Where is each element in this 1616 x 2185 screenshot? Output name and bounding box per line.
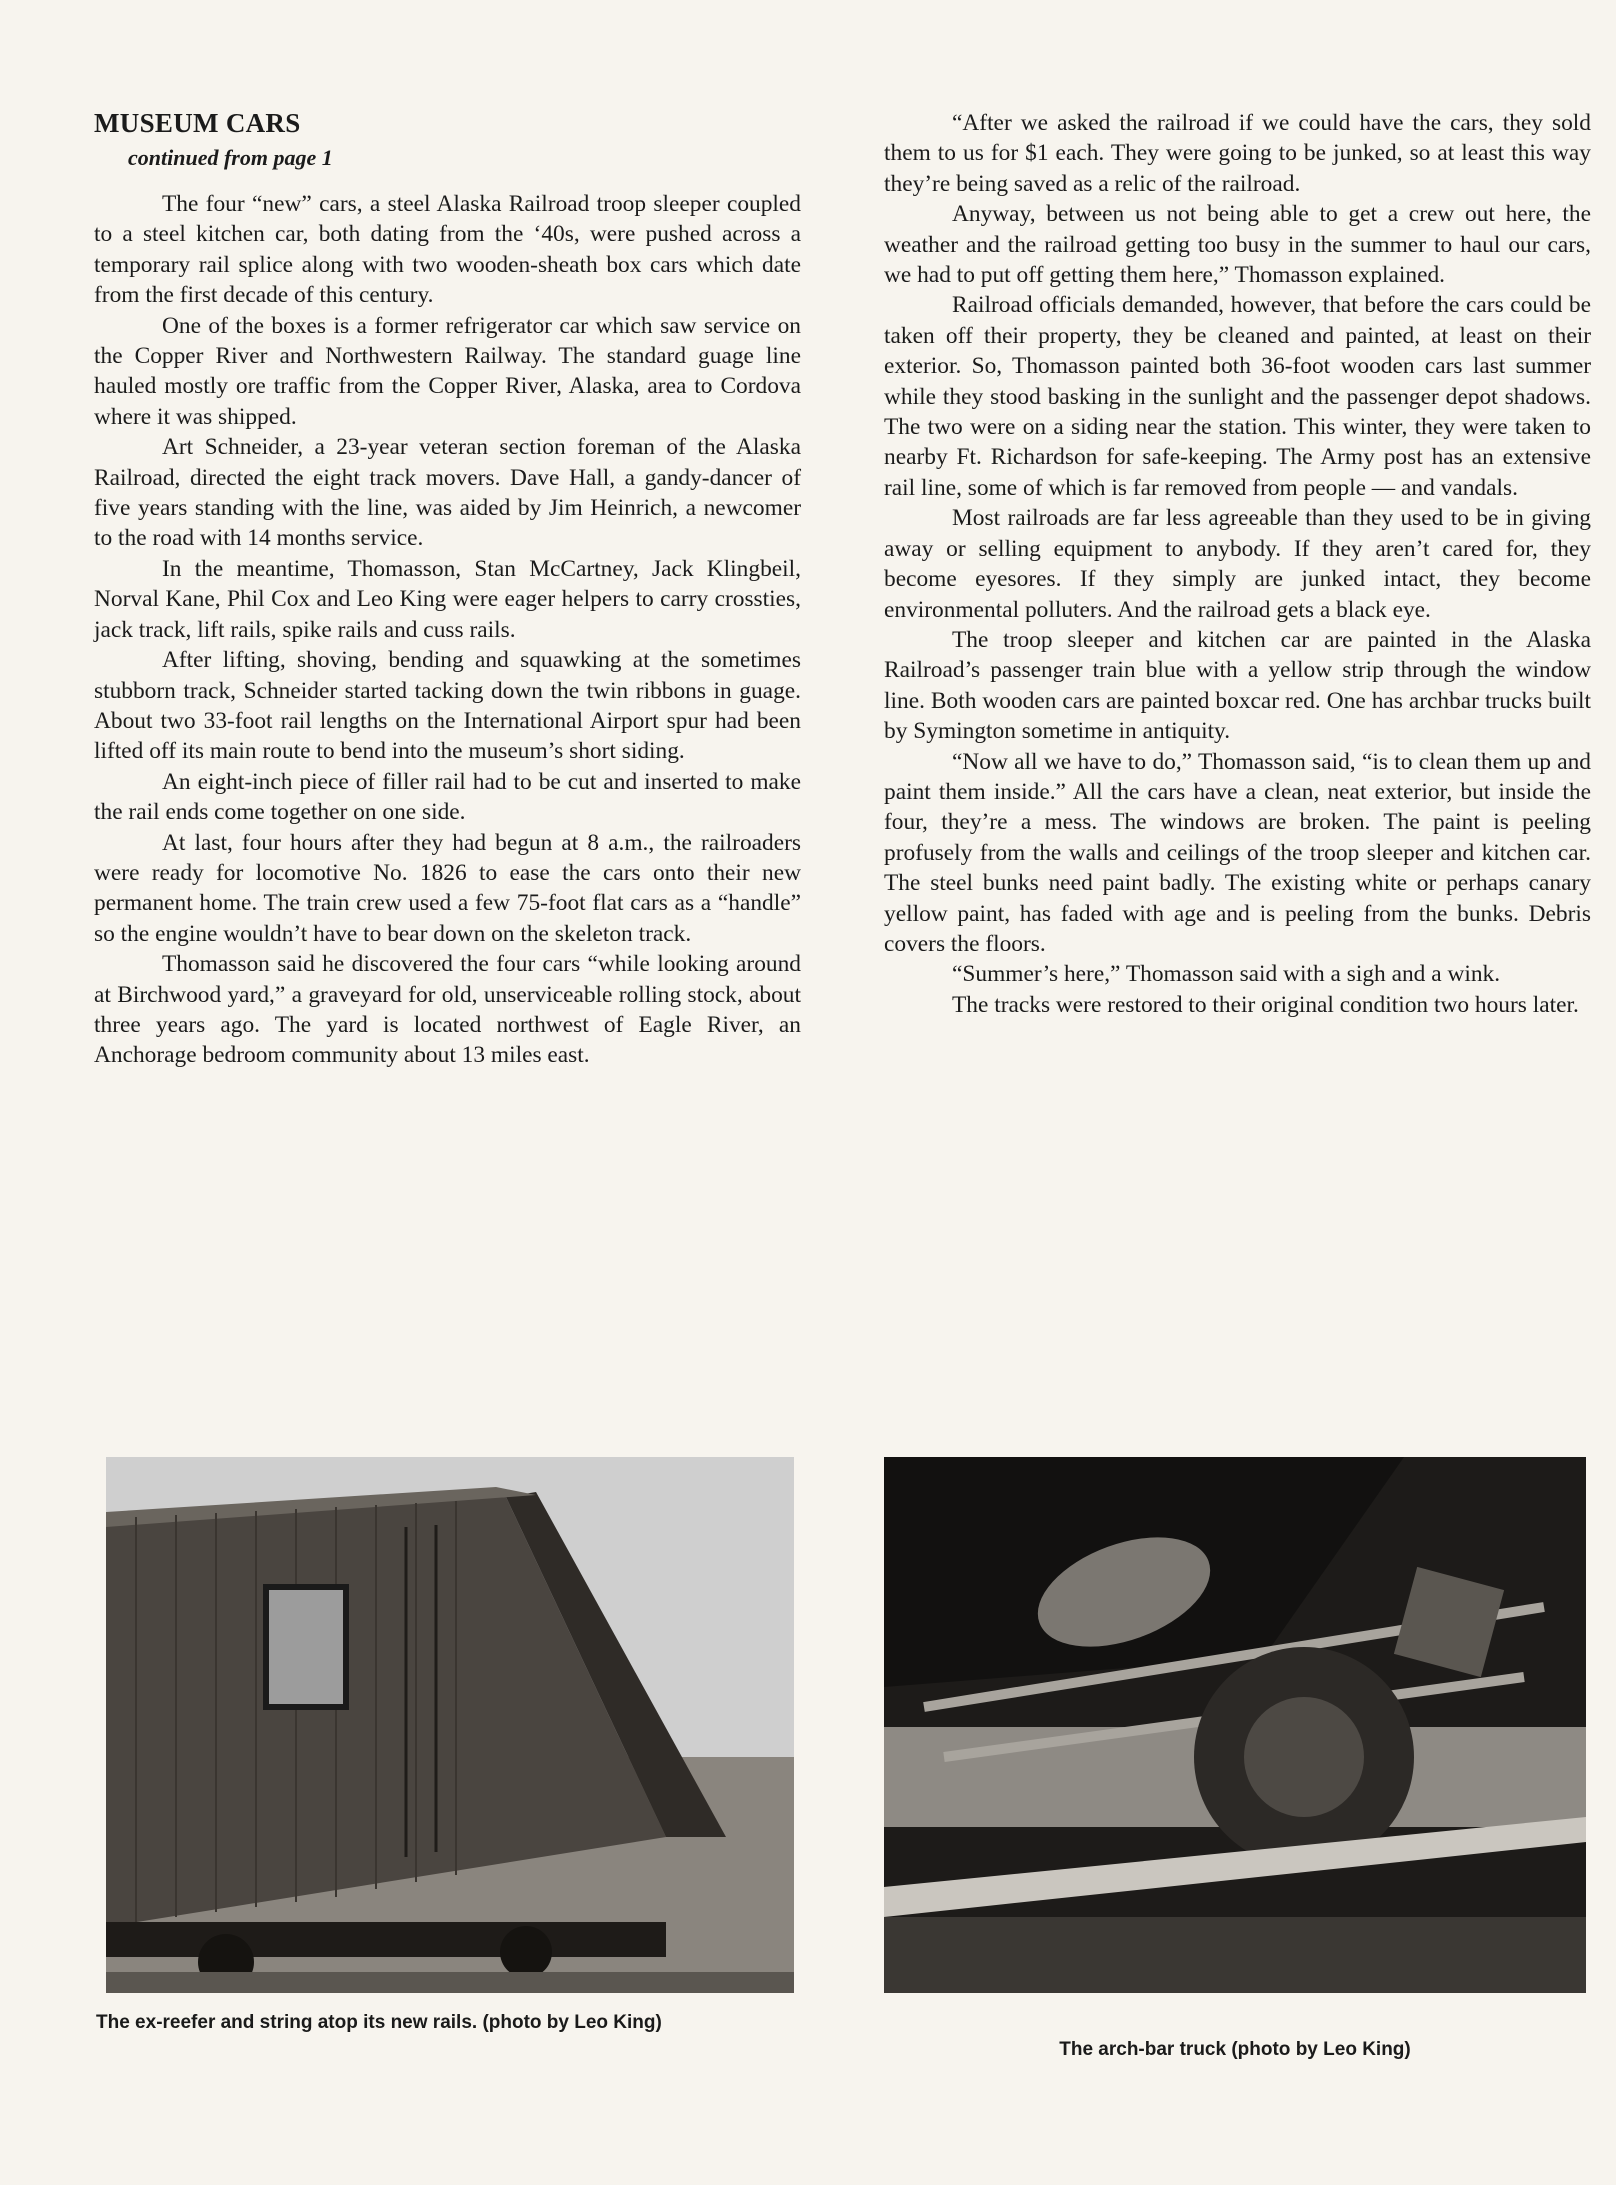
paragraph: “After we asked the railroad if we could have the cars, they sold them to us for $1 each. They were going to be junked, so at least this way they’re being saved as a relic of the railroad.: [884, 110, 1591, 197]
paragraph: The tracks were restored to their original condition two hours later.: [952, 991, 1579, 1018]
paragraph: Most railroads are far less agreeable than they used to be in giving away or selling equipment to anybody. If they aren’t cared for, they become eyesores. If they simply are junked intact, they become environmental polluters. And the railroad gets a black eye.: [884, 505, 1591, 623]
paragraph: An eight-inch piece of filler rail had to be cut and inserted to make the rail ends come together on one side.: [94, 768, 801, 826]
reefer-car-illustration: [106, 1457, 794, 1993]
right-photo-caption: The arch-bar truck (photo by Leo King): [1059, 2039, 1411, 2060]
paragraph: In the meantime, Thomasson, Stan McCartney, Jack Klingbeil, Norval Kane, Phil Cox and Leo King were eager helpers to carry crossties, jack track, lift rails, spike rails and cuss rails.: [94, 555, 801, 643]
left-photo-caption: The ex-reefer and string atop its new rails. (photo by Leo King): [96, 2012, 662, 2033]
article-title: MUSEUM CARS: [94, 108, 301, 138]
paragraph: Art Schneider, a 23-year veteran section foreman of the Alaska Railroad, directed the eight track movers. Dave Hall, a gandy-dancer of five years standing with the line, was aided by Jim Heinrich, a newcomer to the road with 14 months service.: [94, 434, 801, 552]
reefer-car-photo: [106, 1457, 794, 1993]
paragraph: Railroad officials demanded, however, that before the cars could be taken off their property, they be cleaned and painted, at least on their exterior. So, Thomasson painted both 36-foot wooden cars last summer while they stood basking in the sunlight and the passenger depot shadows. The two were on a siding near the station. This winter, they were taken to nearby Ft. Richardson for safe-keeping. The Army post has an extensive rail line, some of which is far removed from people — and vandals.: [884, 292, 1591, 501]
paragraph: The four “new” cars, a steel Alaska Railroad troop sleeper coupled to a steel kitchen car, both dating from the ‘40s, were pushed across a temporary rail splice along with two wooden-sheath box cars which date from the first decade of this century.: [94, 191, 801, 309]
paragraph: At last, four hours after they had begun at 8 a.m., the railroaders were ready for locomotive No. 1826 to ease the cars onto their new permanent home. The train crew used a few 75-foot flat cars as a “handle” so the engine wouldn’t have to bear down on the skeleton track.: [94, 829, 801, 947]
continued-note: continued from page 1: [128, 145, 333, 170]
paragraph: The troop sleeper and kitchen car are painted in the Alaska Railroad’s passenger train blue with a yellow strip through the window line. Both wooden cars are painted boxcar red. One has archbar trucks built by Symington sometime in antiquity.: [884, 626, 1591, 745]
paragraph: Thomasson said he discovered the four cars “while looking around at Birchwood yard,” a graveyard for old, unserviceable rolling stock, about three years ago. The yard is located northwest of Eagle River, an Anchorage bedroom community about 13 miles east.: [94, 951, 801, 1069]
arch-bar-truck-photo: [884, 1457, 1586, 1993]
paragraph: After lifting, shoving, bending and squawking at the sometimes stubborn track, Schneider started tacking down the twin ribbons in guage. About two 33-foot rail lengths on the International Airport spur had been lifted off its main route to bend into the museum’s short siding.: [94, 647, 801, 765]
arch-bar-truck-illustration: [884, 1457, 1586, 1993]
right-column: [884, 108, 1591, 1020]
paragraph: Anyway, between us not being able to get a crew out here, the weather and the railroad getting too busy in the summer to haul our cars, we had to put off getting them here,” Thomasson explained.: [884, 201, 1591, 289]
left-column: [94, 108, 801, 1071]
paragraph: “Summer’s here,” Thomasson said with a sigh and a wink.: [952, 961, 1501, 988]
paragraph: One of the boxes is a former refrigerator car which saw service on the Copper River and Northwestern Railway. The standard guage line hauled mostly ore traffic from the Copper River, Alaska, area to Cordova where it was shipped.: [94, 312, 801, 430]
paragraph: “Now all we have to do,” Thomasson said, “is to clean them up and paint them inside.” All the cars have a clean, neat exterior, but inside the four, they’re a mess. The windows are broken. The paint is peeling profusely from the walls and ceilings of the troop sleeper and kitchen car. The steel bunks need paint badly. The existing white or perhaps canary yellow paint, has faded with age and is peeling from the bunks. Debris covers the floors.: [884, 748, 1591, 957]
